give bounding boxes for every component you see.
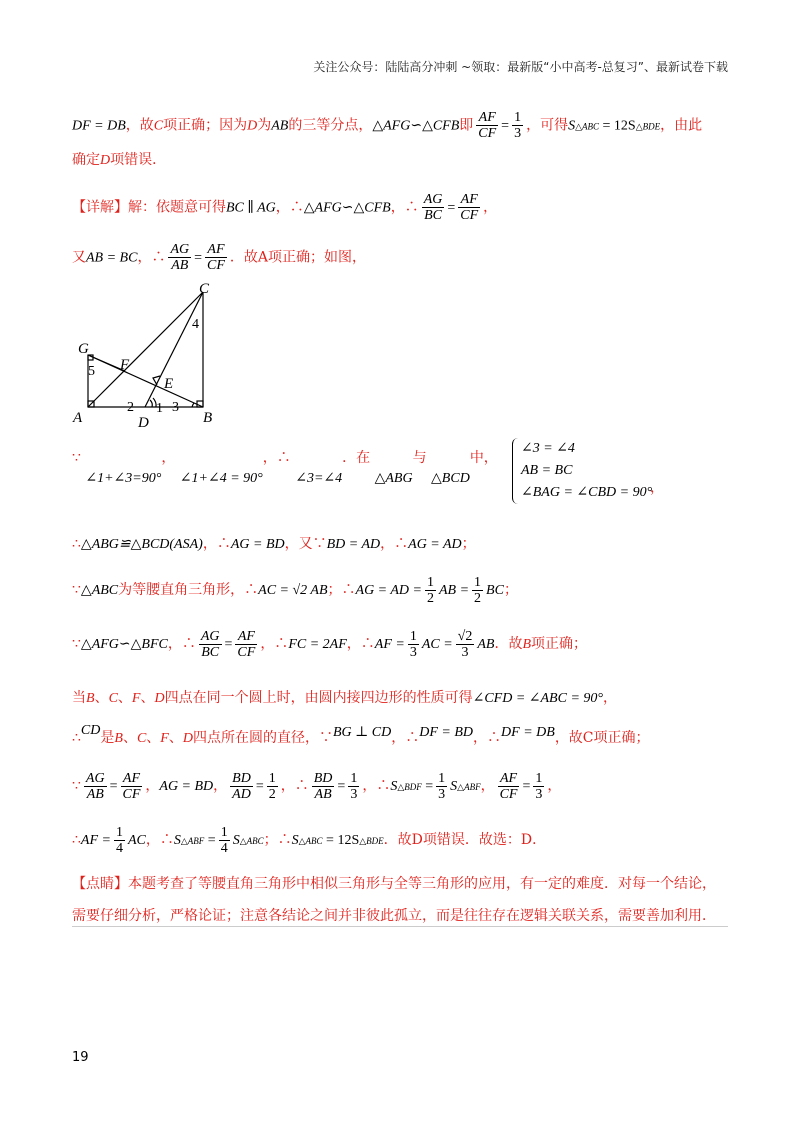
solution-line-7 — [72, 572, 730, 609]
math-df-db: DF = DB — [72, 118, 126, 134]
text: 即 — [459, 117, 474, 134]
text: D — [100, 153, 111, 168]
text: ， — [145, 778, 160, 794]
text: C — [136, 731, 147, 746]
math: △AFG∽△CFB — [303, 200, 391, 216]
text: ，∴ — [260, 636, 289, 652]
text: ，故 — [125, 117, 154, 134]
text: ， — [213, 778, 228, 794]
text: 四点在同一个圆上时，由圆内接四边形的性质可得 — [164, 690, 473, 706]
math: AF = — [374, 637, 405, 652]
math: BG ⊥ CD — [332, 725, 392, 740]
fraction: $\frac{AF}{CF}$ — [478, 110, 497, 141]
text: ，∴ — [362, 778, 391, 794]
text: ，∴ — [346, 636, 375, 652]
math: △ABC — [575, 121, 599, 132]
text: ，∴ — [391, 730, 420, 746]
text: ，∴ — [473, 730, 502, 746]
text: ，可得 — [526, 117, 569, 134]
text: ，∴ — [275, 199, 304, 216]
math: ∠3=∠4 — [295, 471, 343, 486]
math: FC = 2AF — [288, 637, 347, 652]
math: ∠CFD = ∠ABC = 90° — [472, 691, 603, 706]
text: 的三等分点， — [288, 117, 373, 134]
text: D — [182, 731, 193, 746]
fraction: $\frac{AF}{CF}$ — [237, 628, 256, 660]
page-number: 19 — [72, 1050, 89, 1065]
solution-line-11 — [72, 768, 730, 805]
math: = 12S — [322, 833, 360, 848]
text: 又 — [72, 249, 86, 266]
math: AB — [477, 637, 495, 652]
text: ，故C项正确； — [554, 730, 650, 746]
text: ， — [480, 778, 495, 794]
math: AF = — [80, 833, 111, 848]
text: F — [131, 691, 141, 706]
math: CD — [80, 723, 101, 738]
text: ，∴ — [390, 199, 419, 216]
math: = — [501, 118, 510, 134]
text: ，又∵ — [284, 536, 327, 552]
solution-line-10 — [72, 723, 730, 749]
math: = — [421, 779, 434, 794]
text: ， — [547, 778, 562, 794]
angle-2: 2 — [127, 400, 134, 415]
solution-line-8 — [72, 626, 730, 663]
fraction: $\frac{1}{3}$ — [409, 628, 417, 660]
text: 、 — [122, 730, 137, 746]
fraction: $\frac{1}{2}$ — [268, 770, 276, 802]
text: 中， — [469, 450, 498, 466]
label-c: C — [199, 281, 210, 297]
math: = — [109, 779, 118, 794]
text: ，∴ — [145, 832, 174, 848]
math: = — [337, 779, 346, 794]
equation-system: ∠3 = ∠4 AB = BC ∠BAG = ∠CBD = 90° — [512, 438, 652, 504]
text: D — [154, 691, 165, 706]
text: 【详解】解：依题意可得 — [72, 199, 226, 216]
math: △BCD — [431, 471, 470, 486]
text: ，∴ — [137, 249, 166, 266]
text: ．故D项错误．故选：D． — [383, 832, 547, 848]
text: ； — [503, 582, 518, 598]
text: ∴ — [72, 730, 81, 746]
text: ∵ — [72, 636, 81, 652]
math: △BDE — [359, 836, 384, 846]
math: = — [255, 779, 264, 794]
math: S — [568, 118, 576, 134]
text: 为等腰直角三角形，∴ — [118, 582, 259, 598]
text: ， — [603, 690, 617, 706]
angle-4: 4 — [192, 317, 199, 332]
text: ， — [650, 480, 664, 496]
math: AB = — [438, 583, 470, 598]
text: ∵ — [72, 582, 81, 598]
text: 、 — [168, 730, 183, 746]
math: △ABF — [457, 782, 481, 792]
page-header: 关注公众号：陆陆高分冲刺 ~领取：最新版“小中高考-总复习”、最新试卷下载 — [313, 60, 728, 74]
fraction: $\frac{AG}{AB}$ — [85, 770, 105, 802]
math: AC — [127, 833, 146, 848]
fraction: $\frac{BD}{AD}$ — [232, 770, 251, 802]
text: ，∴ — [262, 450, 291, 466]
solution-line-1 — [72, 110, 730, 141]
fraction: $\frac{AG}{AB}$ — [170, 242, 190, 273]
text: C — [108, 691, 118, 706]
solution-line-6 — [72, 534, 730, 555]
math: AB — [271, 118, 289, 134]
text: 四点所在圆的直径，∵ — [192, 730, 333, 746]
fraction: $\frac{AF}{CF}$ — [207, 242, 225, 273]
math: S — [291, 833, 299, 848]
math: AG = BD — [230, 537, 285, 552]
text: ．故A项正确；如图， — [229, 249, 367, 266]
fraction: $\frac{1}{4}$ — [220, 824, 228, 856]
text: B — [522, 637, 532, 652]
text: ； — [461, 536, 476, 552]
math: DF = DB — [501, 725, 555, 740]
math: = — [224, 637, 233, 652]
text: 确定 — [72, 152, 100, 168]
fraction: $\frac{AG}{BC}$ — [423, 192, 443, 223]
solution-line-9 — [72, 688, 730, 709]
text: ∵ — [72, 450, 81, 466]
label-b: B — [203, 410, 213, 426]
label-d: D — [138, 415, 149, 427]
math: △ABC — [80, 583, 119, 598]
math: AC = — [421, 637, 453, 652]
text: ，由此 — [660, 117, 703, 134]
math: AC = √2 AB — [258, 583, 328, 598]
fraction: $\frac{√2}{3}$ — [457, 628, 473, 660]
text: ， — [161, 450, 176, 466]
text: 、 — [146, 730, 161, 746]
comment-line-1 — [72, 874, 730, 894]
text: 、 — [140, 690, 155, 706]
math: AG = AD = — [355, 583, 422, 598]
text: ∴ — [72, 832, 81, 848]
fraction: $\frac{1}{3}$ — [438, 770, 446, 802]
text: 、 — [94, 690, 109, 706]
solution-line-3 — [72, 192, 730, 223]
fraction: $\frac{1}{4}$ — [115, 824, 123, 856]
fraction: $\frac{1}{3}$ — [514, 110, 522, 141]
text: 当 — [72, 690, 86, 706]
math: △ABC — [298, 836, 323, 846]
math: BD = AD — [326, 537, 381, 552]
angle-1: 1 — [156, 401, 163, 416]
math: △ABG≌△BCD(ASA) — [80, 537, 203, 552]
math: BC — [486, 583, 504, 598]
fraction: $\frac{1}{3}$ — [350, 770, 358, 802]
math: △BDF — [397, 782, 422, 792]
solution-line-4 — [72, 242, 730, 273]
label-g: G — [78, 341, 89, 357]
fraction: $\frac{1}{3}$ — [535, 770, 543, 802]
math: BC ∥ AG — [226, 200, 276, 216]
text: C — [153, 118, 164, 134]
text: ，∴ — [167, 636, 196, 652]
math: S — [450, 779, 458, 794]
text: ∵ — [72, 778, 81, 794]
math: △AFG∽△CFB — [372, 118, 460, 134]
angle-3: 3 — [172, 400, 179, 415]
solution-line-12 — [72, 822, 730, 859]
math: = — [204, 833, 216, 848]
math: △BDE — [635, 121, 661, 132]
text: ．在 — [342, 450, 371, 466]
math: AB = BC — [86, 250, 138, 266]
fraction: $\frac{AF}{CF}$ — [122, 770, 141, 802]
fraction: $\frac{AF}{CF}$ — [460, 192, 479, 223]
math: S — [232, 833, 240, 848]
text: 需要仔细分析，严格论证；注意各结论之间并非彼此孤立，而是往往存在逻辑关联关系，需要善加利用． — [72, 908, 716, 924]
text: F — [160, 731, 169, 746]
text: 、 — [117, 690, 132, 706]
geometry-figure — [72, 281, 217, 427]
math: AG = AD — [408, 537, 462, 552]
text: 项正确；因为 — [163, 117, 248, 134]
label-a: A — [73, 410, 83, 426]
comment-line-2 — [72, 906, 730, 926]
math: = — [522, 779, 531, 794]
math: = — [447, 200, 456, 216]
math: ∠1+∠3=90° — [85, 471, 162, 486]
label-e: E — [164, 376, 174, 392]
solution-line-5 — [72, 441, 730, 500]
text: ，∴ — [380, 536, 409, 552]
math: △ABG — [374, 471, 413, 486]
math: ∠1+∠4 = 90° — [179, 471, 263, 486]
text: 项正确； — [531, 636, 588, 652]
fraction: $\frac{AF}{CF}$ — [499, 770, 518, 802]
text: ，∴ — [280, 778, 309, 794]
text: B — [86, 691, 95, 706]
fraction: $\frac{1}{2}$ — [474, 574, 482, 606]
math: S — [390, 779, 398, 794]
text: ．故 — [494, 636, 523, 652]
text: 为 — [257, 117, 272, 134]
text: ∴ — [72, 536, 81, 552]
fraction: $\frac{1}{2}$ — [426, 574, 434, 606]
text: 是 — [100, 730, 115, 746]
math: = — [194, 250, 203, 266]
text: ；∴ — [327, 582, 356, 598]
math: DF = BD — [419, 725, 474, 740]
text: 项错误． — [110, 152, 167, 168]
math: △ABC — [239, 836, 264, 846]
text: ， — [483, 199, 498, 216]
angle-5: 5 — [88, 364, 95, 379]
math: S — [173, 833, 181, 848]
math: AG = BD — [159, 779, 214, 794]
divider — [72, 926, 728, 927]
text: B — [114, 731, 123, 746]
math: △AFG∽△BFC — [80, 637, 168, 652]
text: ，∴ — [202, 536, 231, 552]
fraction: $\frac{BD}{AB}$ — [313, 770, 333, 802]
text: ；∴ — [263, 832, 292, 848]
text: D — [247, 118, 258, 134]
math: = 12S — [599, 118, 636, 134]
label-f: F — [120, 357, 130, 373]
math: △ABF — [180, 836, 205, 846]
fraction: $\frac{AG}{BC}$ — [200, 628, 220, 660]
solution-line-2 — [72, 150, 730, 171]
text: 与 — [412, 450, 427, 466]
text: 【点睛】本题考查了等腰直角三角形中相似三角形与全等三角形的应用，有一定的难度．对每一个结论， — [72, 876, 716, 892]
